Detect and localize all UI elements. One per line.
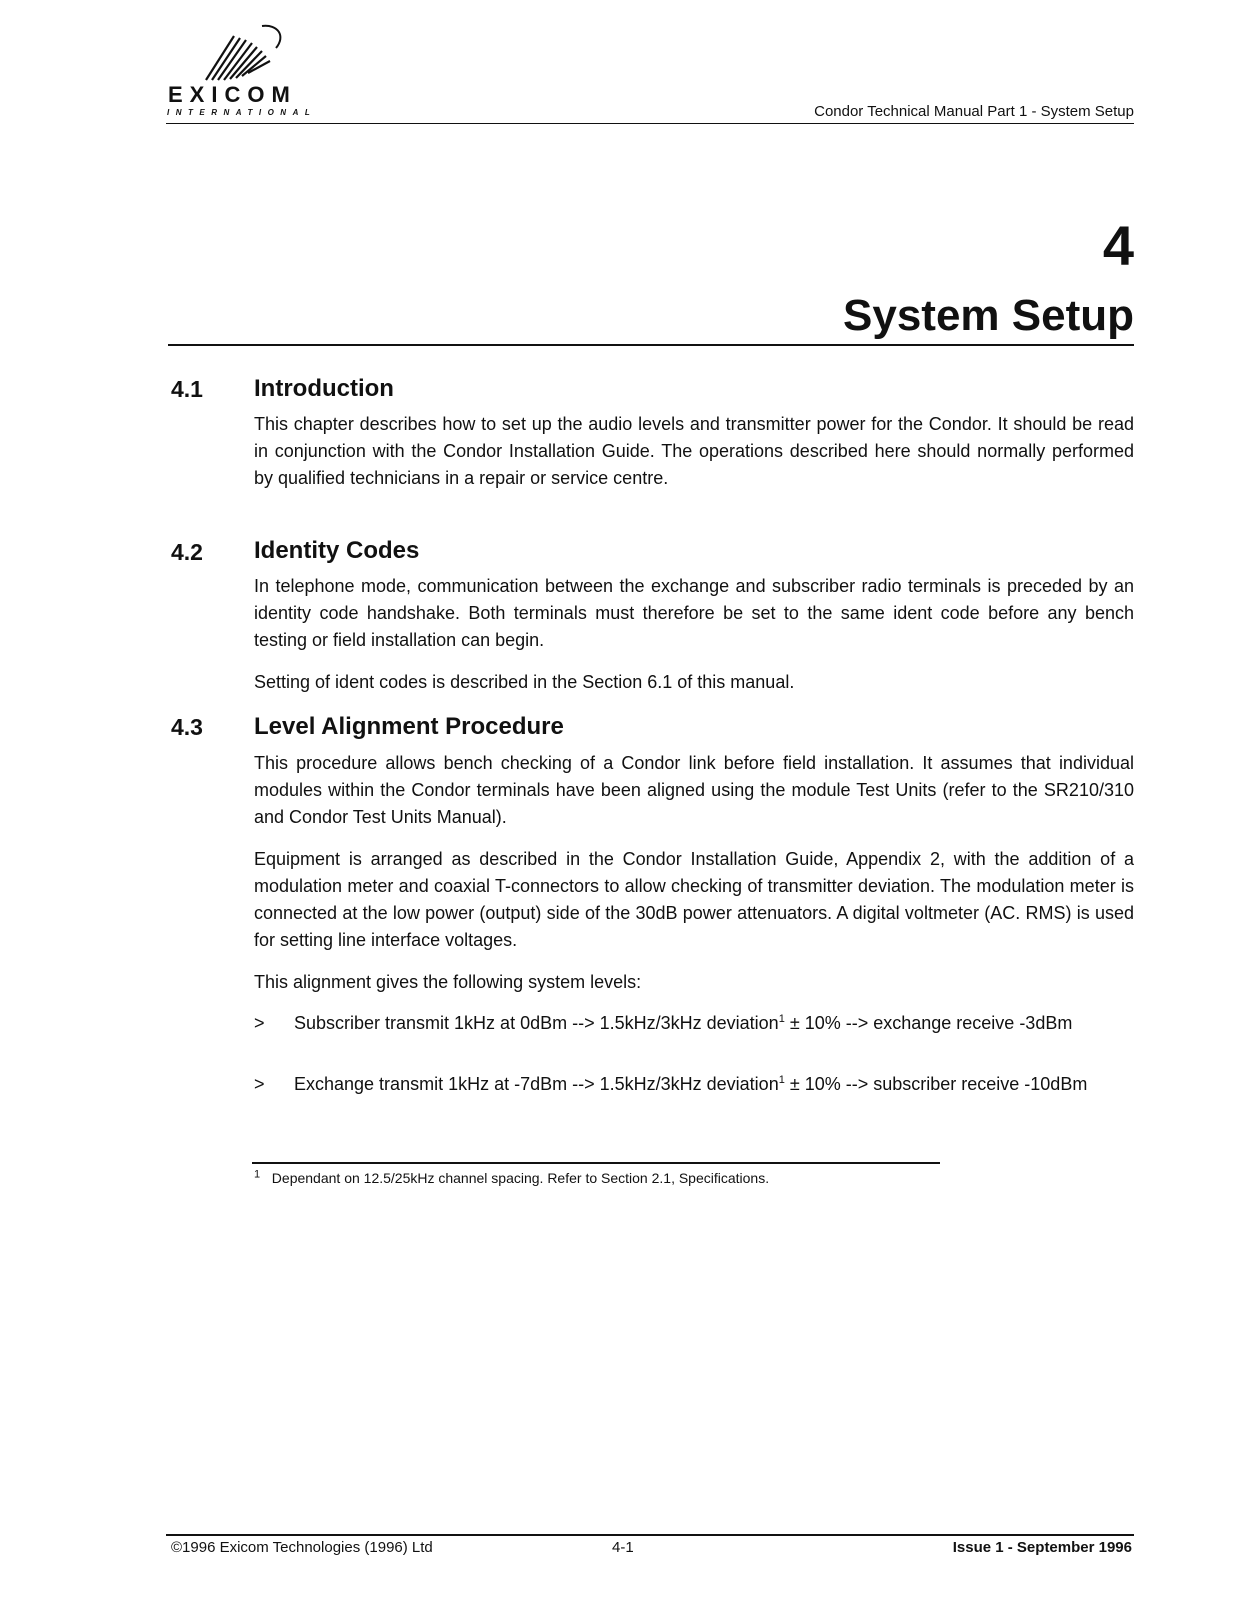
section-paragraph: This alignment gives the following system levels:: [254, 972, 642, 992]
footnote-mark: 1: [254, 1168, 261, 1181]
bullet-text-tail: ± 10% --> subscriber receive -10dBm: [784, 1074, 1088, 1094]
footer-page-number: 4-1: [612, 1539, 634, 1556]
section-number: 4.1: [171, 376, 203, 402]
section-number: 4.2: [171, 539, 203, 565]
section-paragraph: Equipment is arranged as described in the Condor Installation Guide, Appendix 2, with the addition of a modulation meter and coaxial T-connectors to allow checking of transmitter deviation. The modulation meter is connected at the low power (output) side of the 30dB power attenuators. A digital voltmeter (AC. RMS) is used for setting line interface voltages.: [254, 849, 1134, 950]
section-paragraph: This procedure allows bench checking of a Condor link before field installation. It assumes that individual modules within the Condor terminals have been aligned using the module Test Units (refer to the SR210/310 and Condor Test Units Manual).: [254, 753, 1134, 827]
footer-rule: [166, 1534, 1134, 1536]
section-paragraph: Setting of ident codes is described in the Section 6.1 of this manual.: [254, 672, 795, 692]
bullet-item: [294, 1073, 1134, 1096]
section-title: Introduction: [254, 375, 394, 402]
footnote-reference: 1: [778, 1013, 785, 1025]
footnote: [254, 1170, 769, 1186]
section-paragraph: This chapter describes how to set up the audio levels and transmitter power for the Condor. It should be read in conjunction with the Condor Installation Guide. The operations described here should normally performed by qualified technicians in a repair or service centre.: [254, 414, 1134, 488]
chapter-rule: [168, 344, 1134, 346]
bullet-text-lead: Exchange transmit 1kHz at -7dBm --> 1.5kHz/3kHz deviation: [294, 1074, 779, 1094]
running-header-title: Condor Technical Manual Part 1 - System Setup: [814, 103, 1134, 120]
footer-copyright: ©1996 Exicom Technologies (1996) Ltd: [171, 1539, 433, 1556]
footnote-text: Dependant on 12.5/25kHz channel spacing. Refer to Section 2.1, Specifications.: [271, 1170, 770, 1186]
bullet-marker: >: [254, 1013, 265, 1033]
footnote-reference: 1: [778, 1074, 785, 1086]
bullet-text-lead: Subscriber transmit 1kHz at 0dBm --> 1.5kHz/3kHz deviation: [294, 1013, 779, 1033]
header-rule: [166, 123, 1134, 124]
section-title: Identity Codes: [254, 537, 420, 564]
bullet-marker: >: [254, 1074, 265, 1094]
section-number: 4.3: [171, 714, 203, 740]
bullet-text-tail: ± 10% --> exchange receive -3dBm: [784, 1013, 1073, 1033]
section-title: Level Alignment Procedure: [254, 713, 564, 740]
chapter-title: System Setup: [843, 291, 1134, 340]
chapter-number: 4: [1102, 214, 1134, 277]
footer-issue: Issue 1 - September 1996: [952, 1539, 1132, 1556]
footnote-rule: [252, 1162, 940, 1164]
logo-wordmark: EXICOM: [168, 82, 297, 107]
section-paragraph: In telephone mode, communication between the exchange and subscriber radio terminals is preceded by an identity code handshake. Both terminals must therefore be set to the same ident code before any bench testing or field installation can begin.: [254, 576, 1134, 650]
bullet-item: [294, 1012, 1134, 1035]
logo-subtitle: INTERNATIONAL: [167, 108, 317, 117]
exicom-logo-icon: [200, 22, 290, 84]
